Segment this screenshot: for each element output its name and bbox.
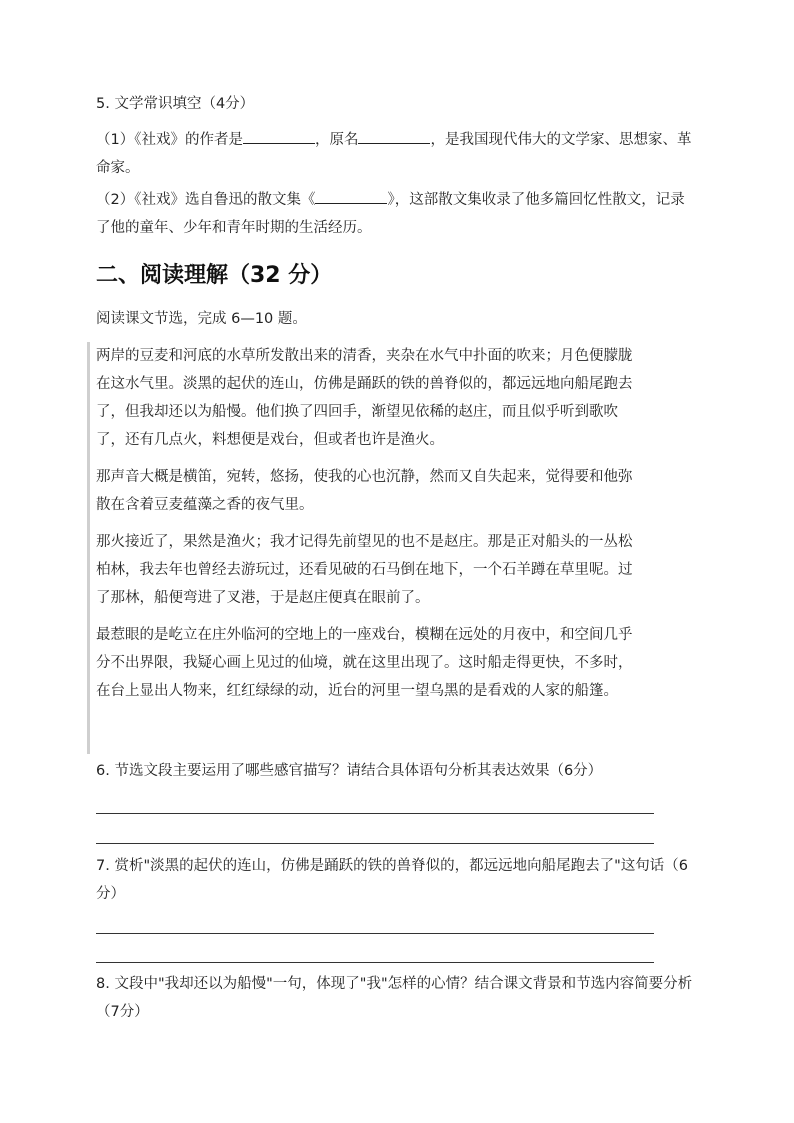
- passage-paragraph-4: 最惹眼的是屹立在庄外临河的空地上的一座戏台，模糊在远处的月夜中，和空间几乎分不出界限，我疑心画上见过的仙境，就在这里出现了。这时船走得更快，不多时，在台上显出人物来，红红绿绿的动，近台的河里一望乌黑的是看戏的人家的船篷。: [96, 627, 633, 699]
- passage-paragraph-1: 两岸的豆麦和河底的水草所发散出来的清香，夹杂在水气中扑面的吹来；月色便朦胧在这水气里。淡黑的起伏的连山，仿佛是踊跃的铁的兽脊似的，都远远地向船尾跑去了，但我却还以为船慢。他们换了四回手，渐望见依稀的赵庄，而且似乎听到歌吹了，还有几点火，料想便是戏台，但或者也许是渔火。: [96, 348, 633, 448]
- question-5-item-1: [96, 125, 698, 182]
- reading-passage: [87, 342, 641, 754]
- question-6: 6. 节选文段主要运用了哪些感官描写？请结合具体语句分析其表达效果（6分）: [96, 763, 603, 779]
- question-5-item-1-text-c: ，是我国现代伟大的文学家、思想家、革命家。: [96, 132, 692, 176]
- question-5-item-1-text-b: ，原名: [314, 132, 359, 148]
- passage-paragraph-3: 那火接近了，果然是渔火；我才记得先前望见的也不是赵庄。那是正对船头的一丛松柏林，我去年也曾经去游玩过，还看见破的石马倒在地下，一个石羊蹲在草里呢。过了那林，船便弯进了叉港，于是赵庄便真在眼前了。: [96, 534, 633, 606]
- question-5-item-2-text-b: 》，这部散文集收录了他多篇回忆性散文，记录了他的童年、少年和青年时期的生活经历。: [96, 192, 685, 236]
- question-7: 7. 赏析"淡黑的起伏的连山，仿佛是踊跃的铁的兽脊似的，都远远地向船尾跑去了"这句话（6分）: [96, 858, 689, 902]
- question-5-title: 5. 文学常识填空（4分）: [96, 96, 255, 112]
- question-5-item-2: [96, 185, 698, 242]
- author-blank[interactable]: [243, 125, 315, 144]
- question-8: 8. 文段中"我却还以为船慢"一句，体现了"我"怎样的心情？结合课文背景和节选内容简要分析（7分）: [96, 976, 693, 1020]
- question-5-item-1-text-a: （1）《社戏》的作者是: [96, 132, 243, 148]
- reading-instruction: 阅读课文节选，完成 6—10 题。: [96, 311, 307, 327]
- question-5-item-2-text-a: （2）《社戏》选自鲁迅的散文集《: [96, 192, 316, 208]
- original-name-blank[interactable]: [358, 125, 430, 144]
- passage-paragraph-2: 那声音大概是横笛，宛转，悠扬，使我的心也沉静，然而又自失起来，觉得要和他弥散在含着豆麦蕴藻之香的夜气里。: [96, 469, 633, 513]
- essay-collection-blank[interactable]: [315, 185, 387, 204]
- question-7-answer-line-2[interactable]: [96, 962, 654, 963]
- section-2-heading: 二、阅读理解（32 分）: [96, 263, 333, 288]
- question-6-answer-line-2[interactable]: [96, 843, 654, 844]
- question-6-answer-line-1[interactable]: [96, 813, 654, 814]
- question-7-answer-line-1[interactable]: [96, 933, 654, 934]
